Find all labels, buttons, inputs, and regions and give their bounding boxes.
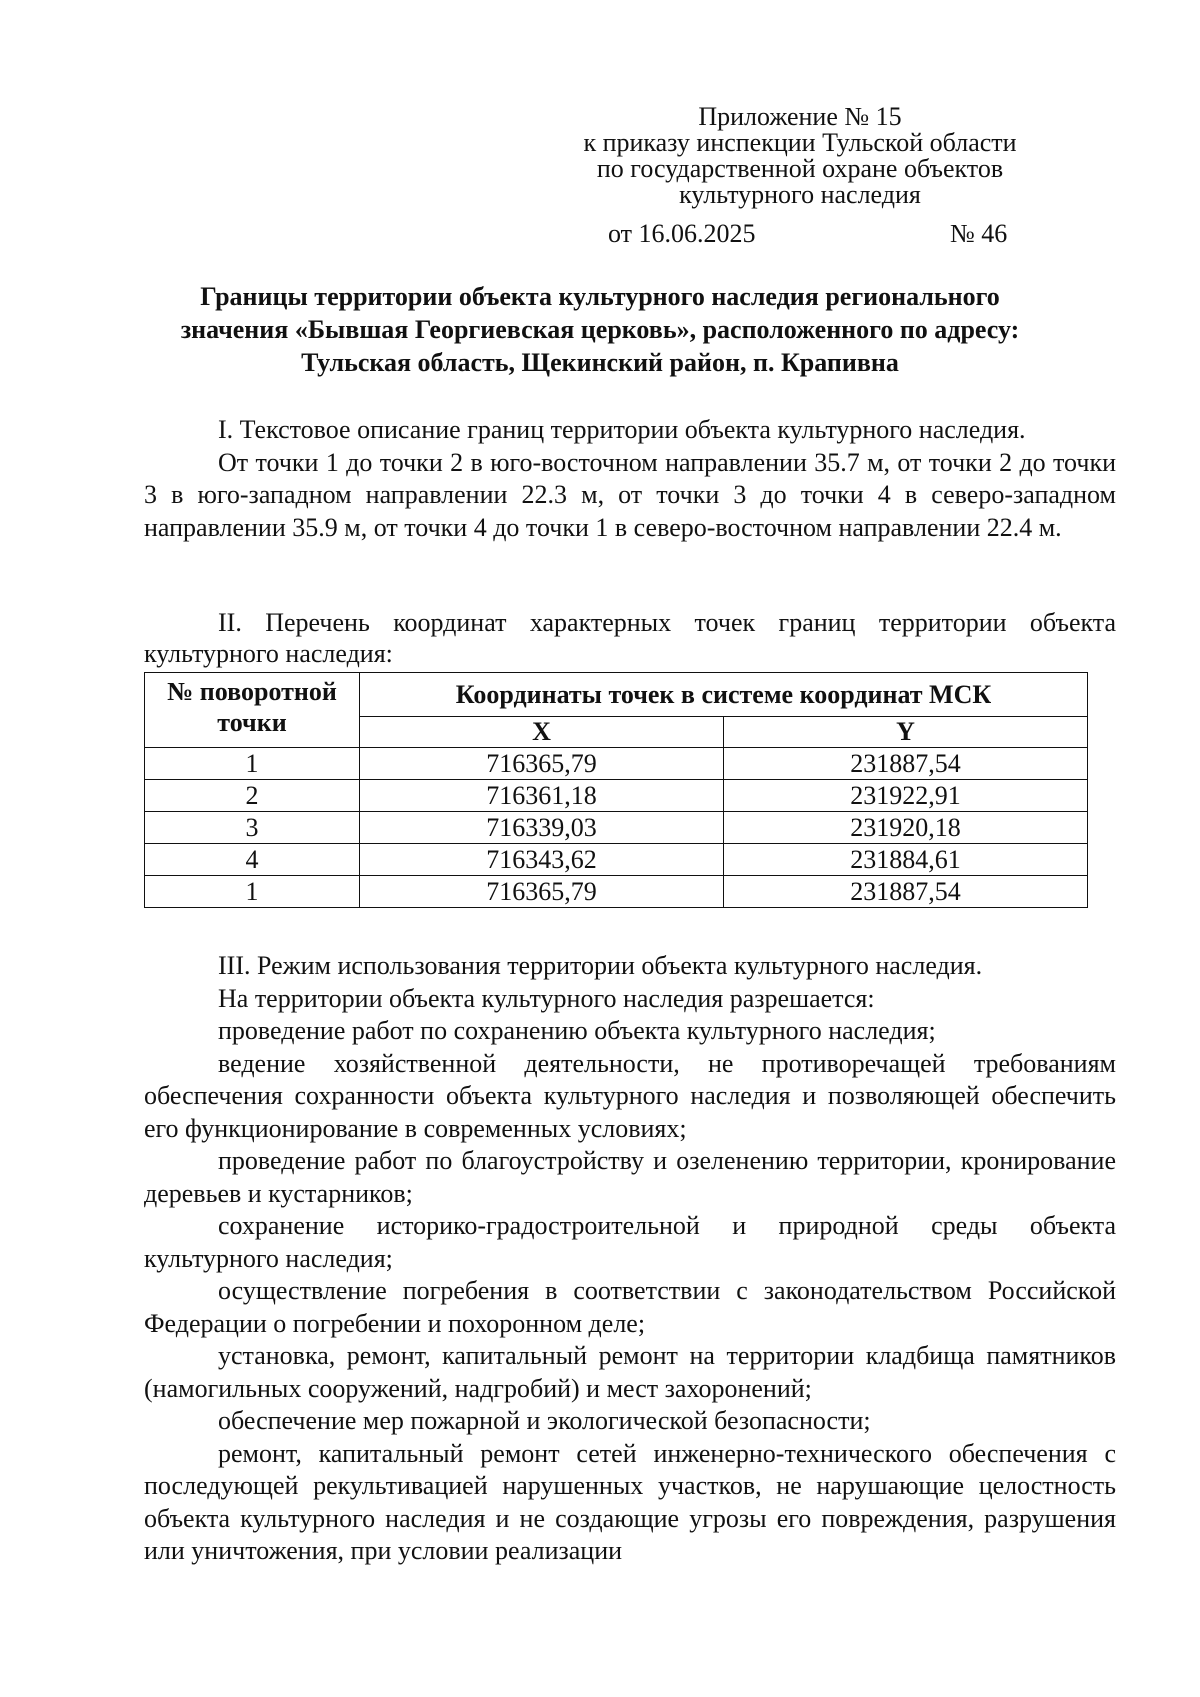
list-item: ремонт, капитальный ремонт сетей инженерно-технического обеспечения с последующей рекультивацией нарушенных участков, не нарушающие целостность объекта культурного наследия и не создающие угрозы его повреждения, разрушения или уничтожения, при условии реализации bbox=[144, 1438, 1116, 1565]
order-date: от 16.06.2025 bbox=[608, 219, 756, 248]
col-header-x: X bbox=[360, 717, 724, 748]
cell-x: 716365,79 bbox=[360, 748, 724, 780]
cell-x: 716365,79 bbox=[360, 876, 724, 908]
cell-x: 716343,62 bbox=[360, 844, 724, 876]
table-row bbox=[145, 780, 1088, 812]
appendix-authority-end: культурного наследия bbox=[679, 180, 921, 209]
appendix-order-ref: к приказу инспекции Тульской области bbox=[583, 128, 1017, 157]
document-title bbox=[120, 280, 1080, 379]
table-row bbox=[145, 812, 1088, 844]
order-date-row bbox=[0, 219, 1200, 249]
appendix-authority: по государственной охране объектов bbox=[596, 154, 1004, 183]
list-item: сохранение историко-градостроительной и природной среды объекта культурного наследия; bbox=[144, 1211, 1116, 1273]
title-line-2: значения «Бывшая Георгиевская церковь», расположенного по адресу: bbox=[180, 315, 1020, 344]
cell-point: 1 bbox=[145, 748, 360, 780]
cell-y: 231887,54 bbox=[724, 748, 1088, 780]
coordinates-table bbox=[144, 672, 1088, 908]
title-line-1: Границы территории объекта культурного наследия регионального bbox=[200, 282, 1000, 311]
appendix-header bbox=[520, 104, 1080, 208]
list-item: обеспечение мер пожарной и экологической безопасности; bbox=[218, 1406, 871, 1435]
cell-point: 2 bbox=[145, 780, 360, 812]
section-1-text: От точки 1 до точки 2 в юго-восточном направлении 35.7 м, от точки 2 до точки 3 в юго-западном направлении 22.3 м, от точки 3 до точки 4 в северо-западном направлении 35.9 м, от точки 4 до точки 1 в северо-восточном направлении 22.4 м. bbox=[144, 447, 1116, 542]
list-item: проведение работ по сохранению объекта культурного наследия; bbox=[218, 1016, 936, 1045]
col-header-point: № поворотной точки bbox=[145, 673, 360, 748]
section-3-heading: III. Режим использования территории объекта культурного наследия. bbox=[218, 951, 983, 980]
section-3-intro: На территории объекта культурного наследия разрешается: bbox=[218, 983, 875, 1013]
cell-point: 3 bbox=[145, 812, 360, 844]
cell-y: 231920,18 bbox=[724, 812, 1088, 844]
title-line-3: Тульская область, Щекинский район, п. Крапивна bbox=[301, 348, 899, 377]
table-row bbox=[145, 748, 1088, 780]
table-row bbox=[145, 844, 1088, 876]
section-1-heading: I. Текстовое описание границ территории объекта культурного наследия. bbox=[218, 415, 1026, 444]
cell-point: 4 bbox=[145, 844, 360, 876]
section-2-heading: II. Перечень координат характерных точек границ территории объекта культурного наследия: bbox=[144, 608, 1116, 668]
list-item: проведение работ по благоустройству и озеленению территории, кронирование деревьев и кустарников; bbox=[144, 1146, 1116, 1208]
list-item: ведение хозяйственной деятельности, не противоречащей требованиям обеспечения сохранности объекта культурного наследия и позволяющей обеспечить его функционирование в современных условиях; bbox=[144, 1048, 1116, 1143]
cell-y: 231922,91 bbox=[724, 780, 1088, 812]
col-header-y: Y bbox=[724, 717, 1088, 748]
cell-y: 231887,54 bbox=[724, 876, 1088, 908]
table-row bbox=[145, 876, 1088, 908]
cell-x: 716339,03 bbox=[360, 812, 724, 844]
list-item: осуществление погребения в соответствии с законодательством Российской Федерации о погребении и похоронном деле; bbox=[144, 1276, 1116, 1338]
appendix-number: Приложение № 15 bbox=[698, 102, 902, 131]
order-number: № 46 bbox=[950, 219, 1008, 248]
cell-point: 1 bbox=[145, 876, 360, 908]
col-header-coords: Координаты точек в системе координат МСК bbox=[360, 673, 1088, 717]
cell-x: 716361,18 bbox=[360, 780, 724, 812]
list-item: установка, ремонт, капитальный ремонт на территории кладбища памятников (намогильных сооружений, надгробий) и мест захоронений; bbox=[144, 1341, 1116, 1403]
section-1 bbox=[144, 414, 1116, 544]
cell-y: 231884,61 bbox=[724, 844, 1088, 876]
section-3 bbox=[144, 950, 1116, 1568]
